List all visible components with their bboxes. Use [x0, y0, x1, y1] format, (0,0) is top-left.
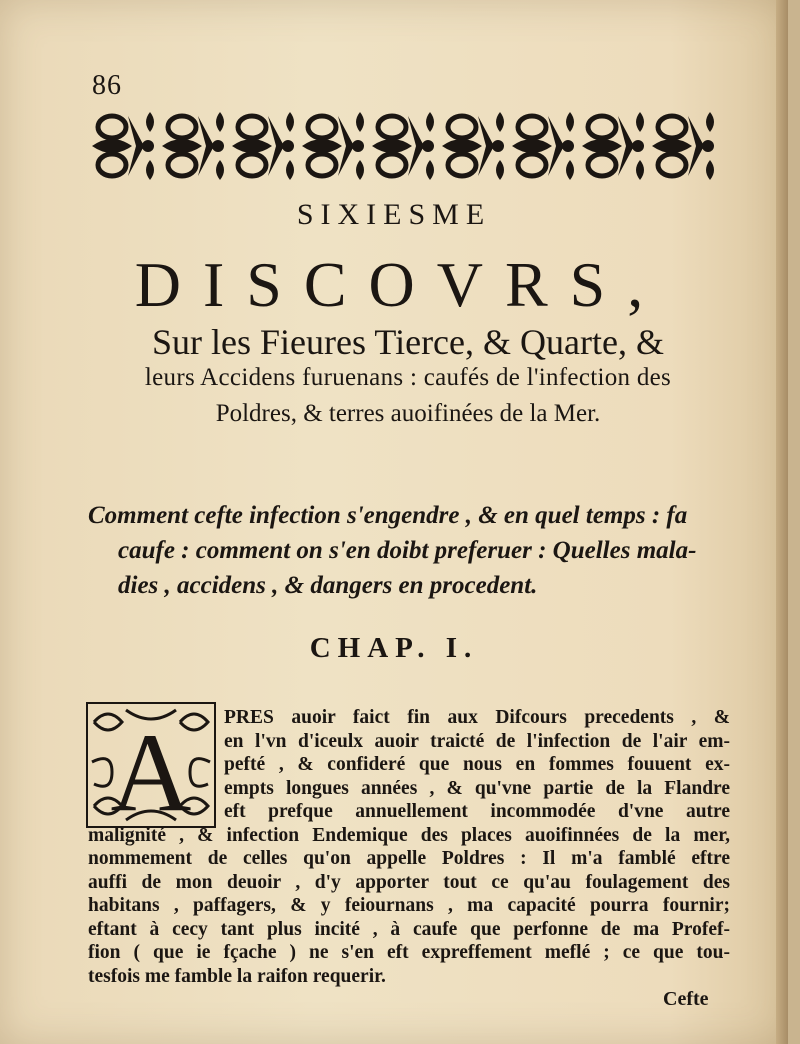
catchword: Cefte — [663, 988, 709, 1010]
body-line: tesfois me famble la raifon requerir. — [88, 965, 386, 987]
subtitle-line: Sur les Fieures Tierce, & Quarte, & — [152, 322, 664, 362]
chapter-subtitle — [84, 324, 732, 432]
body-line: fion ( que ie fçache ) ne s'en eft expreffement meflé ; ce que tou- — [88, 942, 730, 963]
body-line: eft prefque annuellement incommodée d'vne autre — [224, 801, 730, 822]
summary-line: dies , accidens , & dangers en procedent. — [118, 572, 538, 599]
chapter-summary — [88, 498, 728, 603]
page-number: 86 — [92, 70, 122, 101]
ornament-band-icon — [88, 108, 724, 184]
heading-sixiesme: SIXIESME — [296, 198, 492, 231]
body-line: empts longues années , & qu'vne partie de la Flandre — [224, 777, 730, 799]
subtitle-line: Poldres, & terres auoifinées de la Mer. — [215, 400, 601, 427]
body-line: pefté , & confideré que nous en fommes fouuent ex- — [224, 754, 730, 775]
subtitle-line: leurs Accidens furuenans : caufés de l'infection des — [144, 364, 672, 391]
page-edge — [776, 0, 788, 1044]
svg-text:A: A — [110, 711, 192, 828]
body-line: malignité , & infection Endemique des places auoifinnées de la mer, — [88, 824, 730, 846]
body-line: habitans , paffagers, & y feiournans , ma capacité pourra fournir; — [88, 895, 730, 916]
body-line: en l'vn d'iceulx auoir traicté de l'infection de l'air em- — [224, 730, 730, 752]
summary-line: caufe : comment on s'en doibt preferuer : Quelles mala- — [118, 537, 697, 564]
body-line: eftant à cecy tant plus incité , à caufe que perfonne de ma Profef- — [88, 918, 730, 940]
summary-line: Comment cefte infection s'engendre , & en quel temps : fa — [88, 502, 688, 529]
body-line: PRES auoir faict fin aux Difcours precedents , & — [224, 707, 730, 728]
body-line: auffi de mon deuoir , d'y apporter tout ce qu'au foulagement des — [88, 871, 730, 893]
chapter-heading: CHAP. I. — [309, 632, 479, 664]
body-line: nommement de celles qu'on appelle Poldres : Il m'a famblé eftre — [88, 848, 730, 869]
body-text — [88, 706, 730, 988]
heading-discours: DISCOVRS, — [134, 249, 666, 320]
